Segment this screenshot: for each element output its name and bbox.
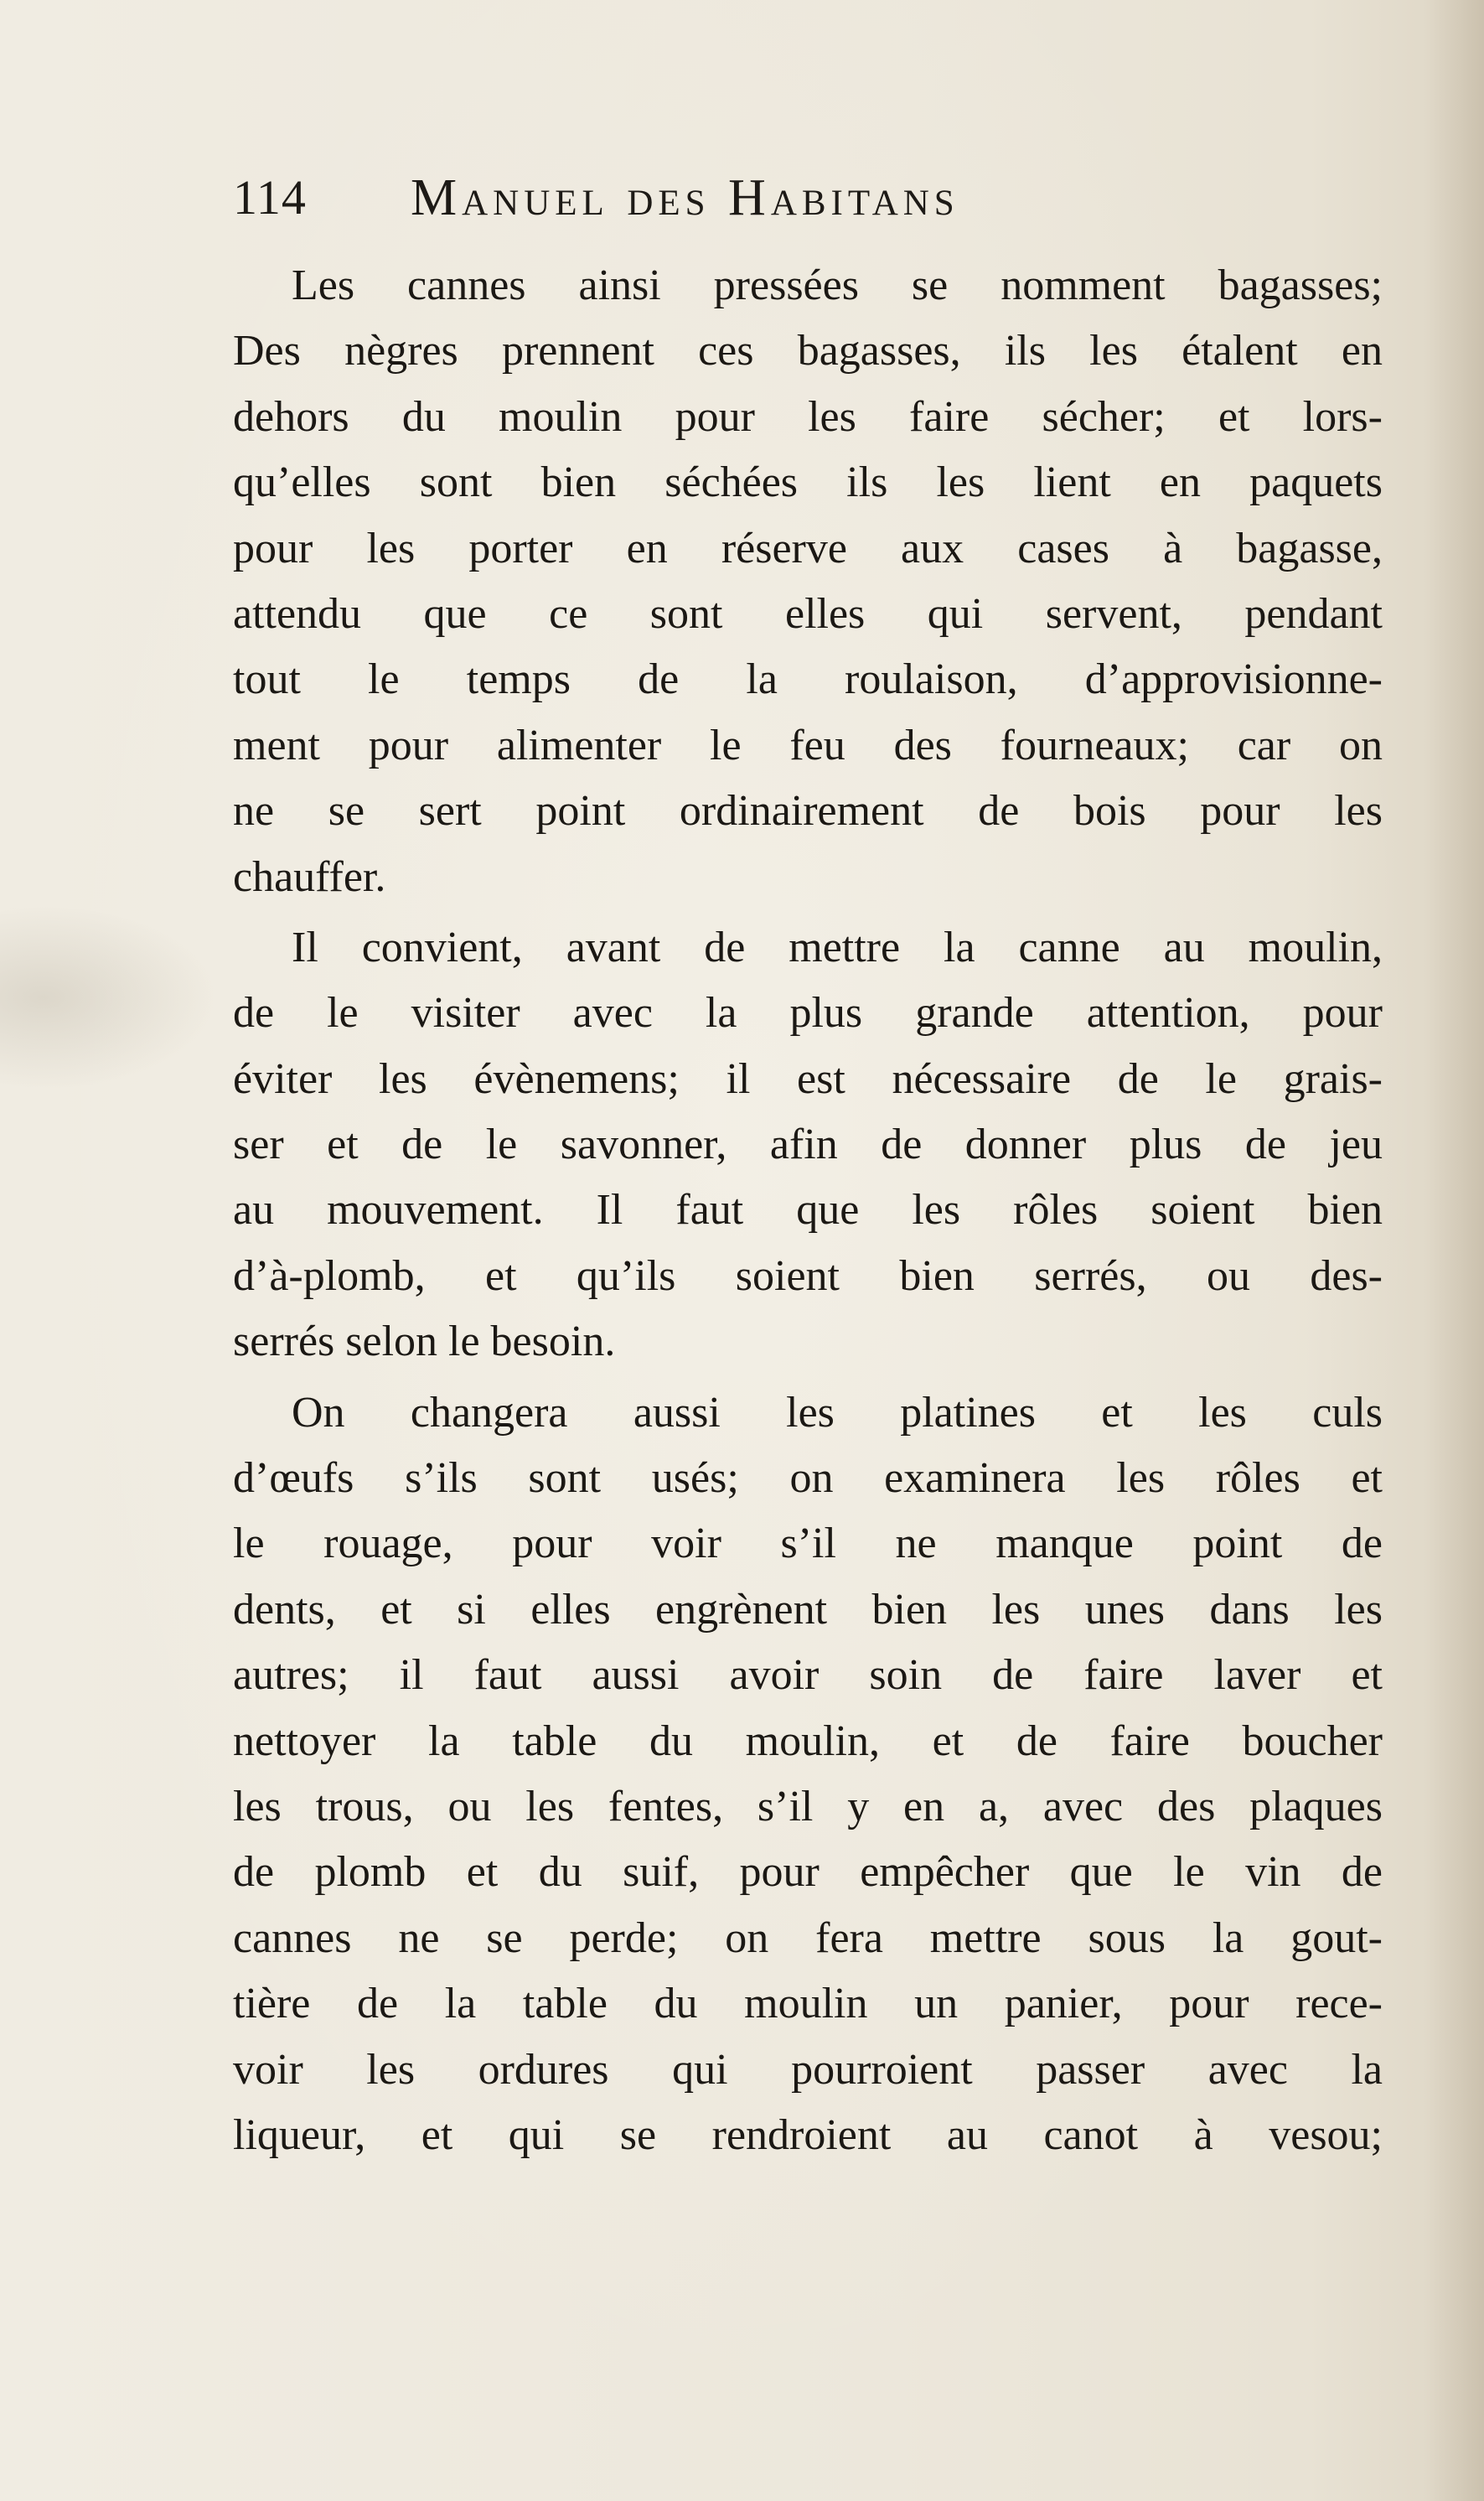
- text-line: serrés selon le besoin.: [233, 1318, 616, 1366]
- running-title: Manuel des Habitans: [411, 169, 959, 226]
- text-line: ne se sert point ordinairement de bois pour les: [233, 787, 1383, 836]
- text-line: nettoyer la table du moulin, et de faire boucher: [233, 1717, 1383, 1765]
- text-line: ser et de le savonner, afin de donner plus de jeu: [233, 1121, 1383, 1169]
- text-line: Il convient, avant de mettre la canne au moulin,: [292, 923, 1383, 971]
- text-line: tière de la table du moulin un panier, pour rece-: [233, 1980, 1383, 2028]
- text-line: cannes ne se perde; on fera mettre sous la gout-: [233, 1913, 1383, 1962]
- paragraph-2: [233, 915, 1383, 1375]
- text-line: autres; il faut aussi avoir soin de faire laver et: [233, 1651, 1383, 1700]
- text-line: Des nègres prennent ces bagasses, ils les étalent en: [233, 327, 1383, 375]
- gutter-shadow: [1425, 0, 1484, 2501]
- page-number: 114: [233, 170, 307, 225]
- text-line: tout le temps de la roulaison, d’approvisionne-: [233, 655, 1383, 704]
- text-line: liqueur, et qui se rendroient au canot à vesou;: [233, 2110, 1383, 2159]
- body-text: [233, 253, 1383, 2168]
- text-line: ment pour alimenter le feu des fourneaux; car on: [233, 721, 1383, 769]
- text-line: dents, et si elles engrènent bien les unes dans les: [233, 1585, 1383, 1634]
- text-line: pour les porter en réserve aux cases à bagasse,: [233, 524, 1383, 572]
- text-line: d’à-plomb, et qu’ils soient bien serrés, ou des-: [233, 1251, 1383, 1300]
- text-line: chauffer.: [233, 852, 386, 901]
- text-line: dehors du moulin pour les faire sécher; et lors-: [233, 392, 1383, 441]
- text-line: de le visiter avec la plus grande attention, pour: [233, 989, 1383, 1038]
- paragraph-3: [233, 1380, 1383, 2169]
- text-line: de plomb et du suif, pour empêcher que le vin de: [233, 1848, 1383, 1897]
- text-line: attendu que ce sont elles qui servent, pendant: [233, 589, 1383, 638]
- text-line: au mouvement. Il faut que les rôles soient bien: [233, 1186, 1383, 1235]
- paragraph-1: [233, 253, 1383, 910]
- text-line: Les cannes ainsi pressées se nomment bagasses;: [292, 261, 1383, 309]
- paper-stain: [0, 905, 218, 1090]
- text-line: voir les ordures qui pourroient passer avec la: [233, 2045, 1383, 2094]
- text-line: d’œufs s’ils sont usés; on examinera les rôles et: [233, 1454, 1383, 1503]
- page-header: [233, 164, 1383, 231]
- text-line: le rouage, pour voir s’il ne manque point de: [233, 1520, 1383, 1568]
- text-line: qu’elles sont bien séchées ils les lient en paquets: [233, 458, 1383, 507]
- text-line: éviter les évènemens; il est nécessaire de le grais-: [233, 1054, 1383, 1103]
- text-line: les trous, ou les fentes, s’il y en a, avec des plaques: [233, 1782, 1383, 1830]
- text-line: On changera aussi les platines et les culs: [292, 1388, 1383, 1437]
